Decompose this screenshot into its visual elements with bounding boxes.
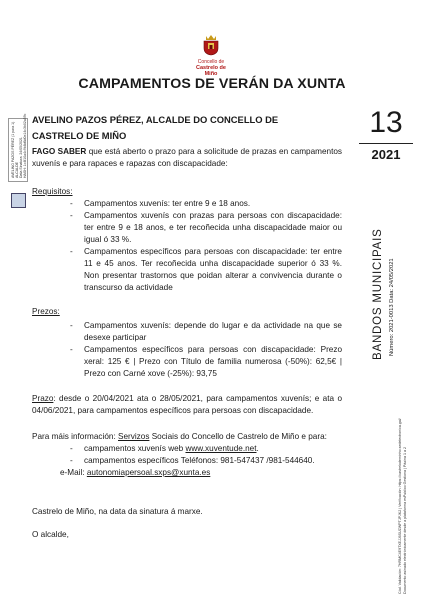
date-line: Castrelo de Miño, na data da sinatura á marxe. — [32, 507, 203, 516]
list-dash: - — [70, 211, 73, 220]
list-dash: - — [70, 444, 73, 453]
email-line: e-Mail: autonomiapersoal.sxps@xunta.es — [60, 468, 211, 477]
intro-paragraph — [32, 146, 342, 170]
bando-number: 13 — [369, 106, 403, 139]
crest-icon — [200, 34, 222, 56]
prezo-item: - Campamentos específicos para persoas con discapacidade: Prezo xeral: 125 € | Prezo con Título de familia numerosa (-50%): 62,5€ | Prezo con Carné xove (-25%): 93,75 — [70, 345, 342, 378]
logo-text-line1: Concello de — [197, 59, 225, 65]
info-item: - campamentos xuvenís web www.xuventude.net. — [70, 444, 259, 453]
number-divider — [359, 143, 413, 144]
validation-code: Cód. Validación: 7HRMC4E9TXEJJ6SUZWPTJPJK2 | Verificación: https://castrelodeminho.sedelectronica.gal/ — [398, 418, 402, 594]
stamp-line: Data Sinatura: 24/05/2021 — [19, 137, 23, 178]
requisitos-heading: Requisitos: — [32, 187, 73, 196]
seal-icon — [11, 193, 26, 208]
bando-year: 2021 — [371, 147, 401, 162]
intro-lead: FAGO SABER — [32, 147, 87, 156]
signoff: O alcalde, — [32, 530, 69, 539]
mayor-heading: AVELINO PAZOS PÉREZ, ALCALDE DO CONCELLO DE CASTRELO DE MIÑO — [32, 114, 279, 141]
document-title: CAMPAMENTOS DE VERÁN DA XUNTA — [78, 76, 346, 92]
list-dash: - — [70, 199, 73, 208]
intro-text: que está aberto o prazo para a solicitude de prazas en campamentos xuvenís e para rapaces e rapazas con discapacidade: — [32, 147, 342, 168]
logo-text-line2: Castrelo de Miño — [196, 65, 226, 77]
bandos-number-date: Número: 2021-0013 Data: 24/05/2021 — [389, 258, 395, 356]
requisito-item: - Campamentos xuvenís con prazas para persoas con discapacidade: ter entre 9 e 18 anos, e ter recoñecida unha discapacidade maior ou igual ó 33 %. — [70, 211, 342, 244]
requisito-item: - Campamentos xuvenís: ter entre 9 e 18 anos. — [70, 199, 251, 208]
list-dash: - — [70, 345, 73, 354]
stamp-line: AVELINO PAZOS PÉREZ (1 para 1) — [11, 121, 15, 178]
xuventude-link[interactable]: www.xuventude.net — [185, 444, 257, 453]
requisito-item: - Campamentos específicos para persoas con discapacidade: ter entre 11 e 45 anos. Ter recoñecida unha discapacidade superior ó 33 %. Non presentar trastornos que poidan alterar a convivencia durante o transcurso da actividade — [70, 247, 342, 292]
prezos-heading: Prezos: — [32, 307, 60, 316]
prazo-paragraph — [32, 393, 342, 417]
prezo-item: - Campamentos xuvenís: depende do lugar e da actividade na que se desexe participar — [70, 321, 342, 342]
list-dash: - — [70, 247, 73, 256]
prazo-heading: Prazo — [32, 394, 54, 403]
stamp-line: ALCALDE — [15, 162, 19, 178]
list-dash: - — [70, 321, 73, 330]
info-paragraph: Para máis información: Servizos Sociais do Concello de Castrelo de Miño e para: — [32, 432, 327, 441]
list-dash: - — [70, 456, 73, 465]
email-link[interactable]: autonomiapersoal.sxps@xunta.es — [86, 468, 211, 477]
prazo-text: : desde o 20/04/2021 ata o 28/05/2021, para campamentos xuvenís; e ata o 04/06/2021, para campamentos específicos para persoas con discapacidade. — [32, 394, 342, 415]
servizos-link[interactable]: Servizos — [118, 432, 150, 441]
bandos-label: BANDOS MUNICIPAIS — [372, 228, 384, 360]
info-item: - campamentos específicos Teléfonos: 981-547437 /981-544640. — [70, 456, 315, 465]
stamp-line: HASH: 1c4f10a4c9b8d6d0e14c3b02a59c — [23, 113, 27, 178]
signature-platform-note: Documento asinado electrónicamente desde a plataforma esPublico Gestiona | Páxina 1 a 2 — [403, 447, 407, 594]
